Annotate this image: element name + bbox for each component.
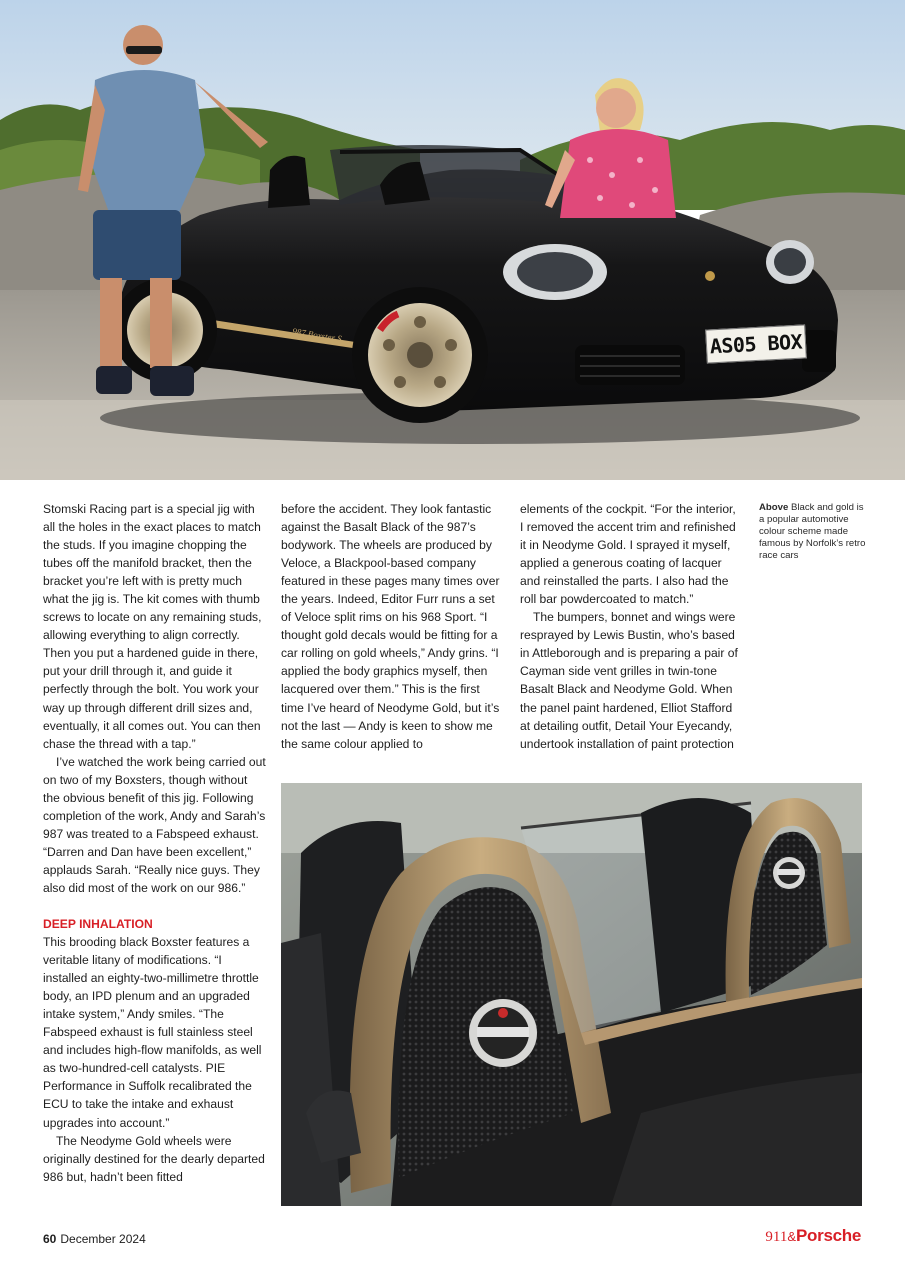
door-decal-text: 987 Boxster S	[291, 326, 343, 344]
body-paragraph: before the accident. They look fantastic against the Basalt Black of the 987’s bodywork. The wheels are produced by Veloce, a Blackpool-based company featured in these pages many times over the years. Indeed, Editor Furr runs a set of Veloce split rims on his 968 Sport. “I thought gold decals would be fitting for a car rolling on gold wheels,” Andy grins. “I applied the body graphics myself, then lacquered over them.” This is the first time I’ve heard of Neodyme Gold, but it’s not the last — Andy is keen to show me the same colour applied to	[281, 502, 500, 751]
magazine-logo-ampersand: &	[787, 1229, 796, 1244]
page-number: 60	[43, 1232, 57, 1246]
page-footer-folio	[43, 1231, 146, 1247]
article-column-2	[281, 500, 501, 753]
body-paragraph: I’ve watched the work being carried out on two of my Boxsters, though without the obvious benefit of this jig. Following completion of the work, Andy and Sarah’s 987 was treated to a Fabspeed exhaust. “Darren and Dan have been excellent,” applauds Sarah. “Really nice guys. They also did most of the work on our 986.”	[43, 754, 266, 895]
body-paragraph: The Neodyme Gold wheels were originally destined for the dearly departed 986 but, hadn’t been fitted	[43, 1133, 265, 1184]
caption-text: Black and gold is a popular automotive colour scheme made famous by Norfolk’s retro race cars	[759, 502, 866, 561]
issue-date: December 2024	[60, 1232, 146, 1246]
interior-photo-illustration	[281, 783, 862, 1206]
magazine-logo-name: Porsche	[796, 1226, 861, 1245]
number-plate-text: AS05 BOX	[709, 329, 803, 359]
interior-photo	[281, 783, 862, 1206]
body-paragraph: The bumpers, bonnet and wings were resprayed by Lewis Bustin, who’s based in Attleborough and is preparing a pair of Cayman side vent grilles in twin-tone Basalt Black and Neodyme Gold. When the panel paint hardened, Elliot Stafford at detailing outfit, Detail Your Eyecandy, undertook installation of paint protection	[520, 610, 738, 751]
magazine-logo-number: 911	[765, 1229, 788, 1245]
photo-caption	[759, 502, 869, 562]
caption-label: Above	[759, 502, 789, 513]
article-column-1	[43, 500, 266, 1186]
body-paragraph: This brooding black Boxster features a veritable litany of modifications. “I installed an eighty-two-millimetre throttle body, an IPD plenum and an upgraded intake system,” Andy smiles. “The Fabspeed exhaust is full stainless steel and includes high-flow manifolds, as well as two-hundred-cell catalysts. PIE Performance in Suffolk recalibrated the ECU to take the intake and exhaust upgrades into account.”	[43, 935, 262, 1130]
body-paragraph: elements of the cockpit. “For the interior, I removed the accent trim and refinished it in Neodyme Gold. I sprayed it myself, applied a generous coating of lacquer and reinstalled the parts. I also had the roll bar powdercoated to match.”	[520, 502, 736, 607]
number-plate	[705, 324, 807, 363]
magazine-logo	[765, 1226, 861, 1247]
article-column-3	[520, 500, 742, 753]
hero-photo	[0, 0, 905, 480]
section-subheading: DEEP INHALATION	[43, 917, 153, 932]
hero-photo-illustration	[0, 0, 905, 480]
body-paragraph: Stomski Racing part is a special jig with all the holes in the exact places to match the studs. If you imagine chopping the tubes off the manifold bracket, then the bracket you’re left with is pretty much what the jig is. The kit comes with thumb screws to locate on any remaining studs, allowing everything to align correctly. Then you put a hardened guide in there, put your drill through it, and guide it perfectly through the bolt. You work your way up through different drill sizes and, eventually, it all comes out. You can then chase the thread with a tap.”	[43, 502, 262, 751]
